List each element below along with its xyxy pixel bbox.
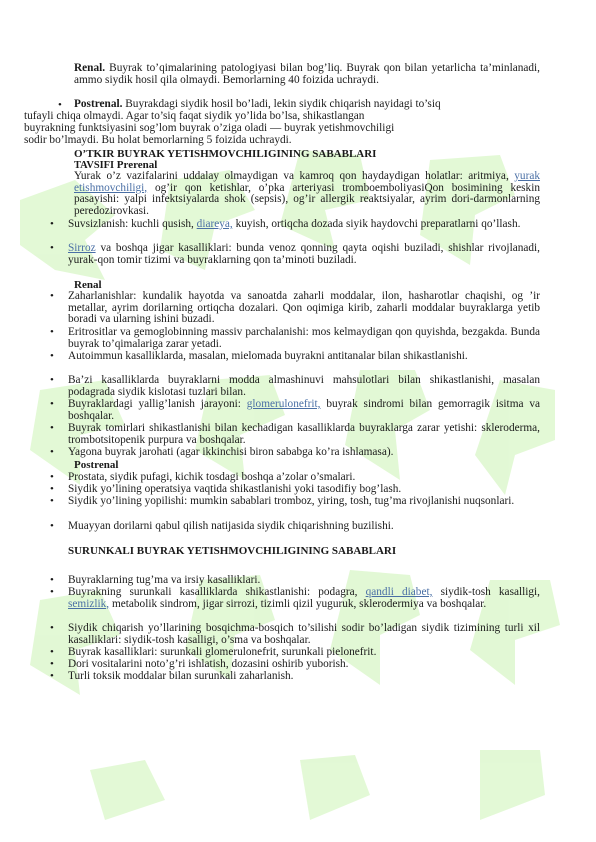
renal-heading: Renal [74, 279, 102, 291]
prerenal-item: Sirroz va boshqa jigar kasalliklari: bunda venoz qonning qayta oqishi buziladi, shishlar rivojlanadi, yurak-qon tomir tizimi va buyraklarning qon ta’minoti buziladi. [68, 242, 540, 266]
bullet: • [50, 670, 54, 682]
bullet: • [50, 290, 54, 302]
prerenal-item: Suvsizlanish: kuchli qusish, diareya, kuyish, ortiqcha dozada siyik haydovchi preparatlarni qo’llash. [68, 218, 521, 230]
renal-item: Ba’zi kasalliklarda buyraklarni modda almashinuvi mahsulotlari bilan shikastlanishi, masalan podagrada siydik kislotasi tuzlari bilan. [68, 374, 540, 398]
bullet: • [50, 446, 54, 458]
bullet: • [50, 520, 54, 532]
bullet: • [50, 495, 54, 507]
bullet: • [50, 218, 54, 230]
bullet: • [50, 483, 54, 495]
postrenal-heading: Postrenal [74, 459, 119, 471]
postrenal-item: Siydik yo’lining yopilishi: mumkin sabablari tromboz, yiring, tosh, tug’ma rivojlanishi nuqsonlari. [68, 495, 515, 507]
renal-item: Zaharlanishlar: kundalik hayotda va sanoatda zaharli moddalar, ilon, hasharotlar chaqishi, og ’ir metallar, ayrim dorilarning ortiqcha dozalari. Qon oqimiga kirib, zaharli moddalar buyraklarga yetib boradi va ularning ishini buzadi. [68, 290, 540, 326]
link-cirrhosis[interactable]: Sirroz [68, 242, 96, 254]
link-glomerulonephritis[interactable]: glomerulonefrit, [246, 398, 321, 410]
intro-renal-paragraph: Renal. Buyrak to’qimalarining patologiyasi bilan bog’liq. Buyrak qon bilan yetarlicha ta’minlanadi, ammo siydik hosil qila olmaydi. Bemorlarning 40 foizida uchraydi. [74, 62, 541, 86]
bullet: • [50, 471, 54, 483]
bullet: • [50, 326, 54, 338]
link-diarrhea[interactable]: diareya, [196, 218, 233, 230]
bullet: • [50, 350, 54, 362]
postrenal-item: Muayyan dorilarni qabul qilish natijasida siydik chiqarishning buzilishi. [68, 520, 394, 532]
prerenal-intro: Yurak o’z vazifalarini uddalay olmaydigan va kamroq qon haydaydigan holatlar: aritmiya, yurak etishmovchiligi, og’ir qon ketishlar, o’pka arteriyasi tromboemboliyasiQon bosimining keskin pasayishi: yalpi infektsiyalarda shok (sepsis), og’ir allergik reaktsiyalar, ayrim dori-darmonlarning peredozirovkasi. [74, 170, 540, 217]
bullet: • [58, 99, 62, 111]
bullet: • [50, 586, 54, 598]
section1-subtitle: TAVSIFI Prerenal [74, 159, 158, 171]
bullet: • [50, 374, 54, 386]
bullet: • [50, 574, 54, 586]
renal-item: Yagona buyrak jarohati (agar ikkinchisi biron sababga ko’ra ishlamasa). [68, 446, 394, 458]
section2-title: SURUNKALI BUYRAK YETISHMOVCHILIGINING SABABLARI [68, 545, 397, 557]
chronic-cause-item: Siydik chiqarish yo’llarining bosqichma-bosqich to’silishi sodir bo’ladigan siydik tizimining turli xil kasalliklari: siydik-tosh kasalligi, o’sma va boshqalar. [68, 622, 540, 646]
bullet: • [50, 622, 54, 634]
chronic-cause-item: Dori vositalarini noto’g’ri ishlatish, dozasini oshirib yuborish. [68, 658, 349, 670]
postrenal-item: Prostata, siydik pufagi, kichik tosdagi boshqa a’zolar o’smalari. [68, 471, 356, 483]
renal-item: Buyrak tomirlari shikastlanishi bilan kechadigan kasalliklarda buyraklarga zarar yetishi: skleroderma, trombotsitopenik purpura va boshqalar. [68, 422, 540, 446]
chronic-cause-item: Buyrakning surunkali kasalliklarda shikastlanishi: podagra, qandli diabet, siydik-tosh kasalligi, semizlik, metabolik sindrom, jigar sirrozi, tizimli qizil yuguruk, sklerodermiya va boshqalar. [68, 586, 541, 610]
postrenal-line-1: Postrenal. Buyrakdagi siydik hosil bo’ladi, lekin siydik chiqarish nayidagi to’siq [74, 98, 441, 110]
renal-item: Buyraklardagi yallig’lanish jarayoni: glomerulonefrit, buyrak sindromi bilan gemorragik isitma va boshqalar. [68, 398, 540, 422]
postrenal-line-4: sodir bo’lmaydi. Bu holat bemorlarning 5 foizida uchraydi. [24, 134, 292, 146]
bullet: • [50, 242, 54, 254]
chronic-cause-item: Turli toksik moddalar bilan surunkali zaharlanish. [68, 670, 294, 682]
renal-item: Autoimmun kasalliklarda, masalan, mielomada buyrakni antitanalar bilan shikastlanishi. [68, 350, 468, 362]
bullet: • [50, 658, 54, 670]
renal-item: Eritrositlar va gemoglobinning massiv parchalanishi: mos kelmaydigan qon quyishda, bezgakda. Bunda buyrak to’qimalariga zarar yetadi. [68, 326, 540, 350]
bullet: • [50, 422, 54, 434]
link-diabetes[interactable]: qandli diabet, [365, 586, 433, 598]
postrenal-item: Siydik yo’lining operatsiya vaqtida shikastlanishi yoki tasodifiy bog’lash. [68, 483, 402, 495]
postrenal-line-3: buyrakning funktsiyasini sog’lom buyrak o’ziga oladi — buyrak yetishmovchiligi [24, 122, 395, 134]
section1-title: O’TKIR BUYRAK YETISHMOVCHILIGINING SABABLARI [74, 148, 377, 160]
postrenal-line-2: tufayli chiqa olmaydi. Agar to’siq faqat siydik yo’lida bo’lsa, shikastlangan [24, 110, 365, 122]
link-obesity[interactable]: semizlik, [68, 597, 110, 610]
bullet: • [50, 646, 54, 658]
bullet: • [50, 398, 54, 410]
link-heart-failure[interactable]: yurak etishmovchiligi, [74, 170, 540, 194]
chronic-cause-item: Buyraklarning tug’ma va irsiy kasalliklari. [68, 574, 261, 586]
chronic-cause-item: Buyrak kasalliklari: surunkali glomerulonefrit, surunkali pielonefrit. [68, 646, 377, 658]
